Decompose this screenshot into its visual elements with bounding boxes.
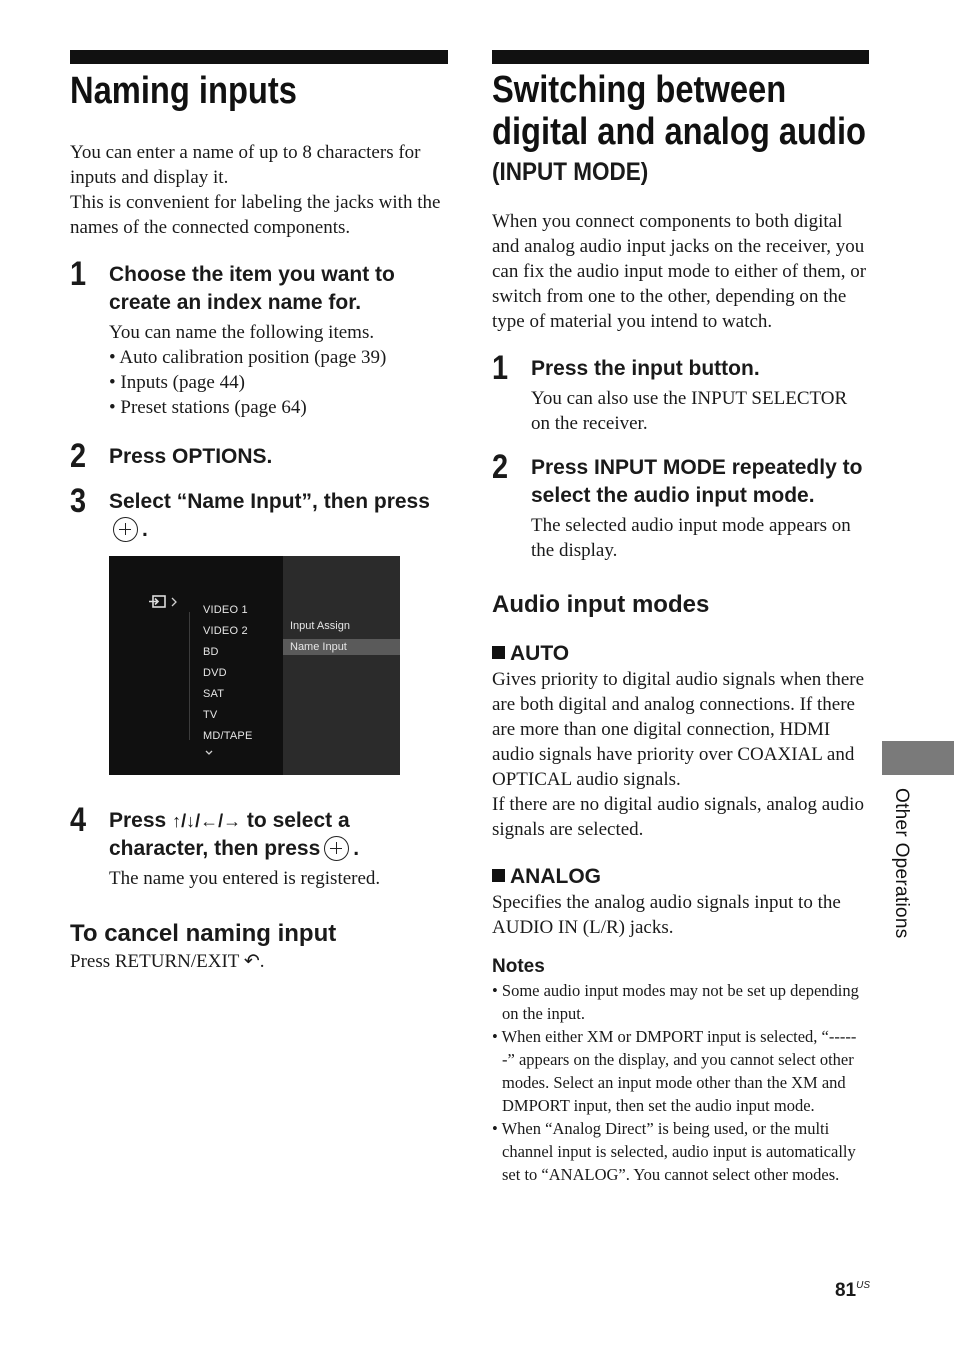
notes-list xyxy=(492,979,869,1186)
enter-button-icon xyxy=(113,517,138,542)
auto-paragraph-1: Gives priority to digital audio signals when there are both digital and analog connections. If there are more than one digital connection, HDMI audio signals have priority over COAXIAL and OPTICAL audio signals. xyxy=(492,669,865,790)
option-input-assign: Input Assign xyxy=(290,620,350,632)
chevron-down-icon xyxy=(205,749,213,757)
step-1 xyxy=(70,255,448,420)
screen-options-panel xyxy=(283,556,400,775)
step-3 xyxy=(70,482,448,775)
mode-heading-text: AUTO xyxy=(510,642,570,665)
list-item: MD/TAPE xyxy=(203,730,253,742)
list-item: DVD xyxy=(203,667,227,679)
chapter-label: Other Operations xyxy=(891,788,912,939)
page-number xyxy=(835,1280,870,1302)
step-body: The name you entered is registered. xyxy=(109,868,381,889)
step-2 xyxy=(70,437,448,475)
note-item: • Some audio input modes may not be set up depending on the input. xyxy=(492,981,859,1023)
cancel-end: . xyxy=(259,951,265,972)
step-number: 3 xyxy=(70,482,87,520)
section-title-switching-audio xyxy=(492,69,867,153)
list-item: VIDEO 2 xyxy=(203,625,248,637)
list-item: • Preset stations (page 64) xyxy=(109,397,307,418)
option-name-input: Name Input xyxy=(283,639,400,655)
cancel-text: Press RETURN/EXIT xyxy=(70,951,240,972)
square-bullet-icon xyxy=(492,869,505,882)
mode-heading-auto xyxy=(492,641,869,667)
step-title-text: Select “Name Input”, then press xyxy=(109,490,430,513)
step-body: You can also use the INPUT SELECTOR on the receiver. xyxy=(531,388,848,434)
list-item: BD xyxy=(203,646,219,658)
input-icon xyxy=(148,594,168,610)
list-item: VIDEO 1 xyxy=(203,604,248,616)
section-subtitle: (INPUT MODE) xyxy=(492,158,649,186)
screen-input-panel xyxy=(109,556,283,775)
section-title-line-2: digital and analog audio xyxy=(492,111,867,153)
analog-paragraph: Specifies the analog audio signals input to the AUDIO IN (L/R) jacks. xyxy=(492,892,841,938)
note-item: • When “Analog Direct” is being used, or the multi channel input is selected, audio input is automatically set to “ANALOG”. You cannot select other modes. xyxy=(492,1119,856,1184)
step-4 xyxy=(70,801,448,891)
list-item: • Auto calibration position (page 39) xyxy=(109,347,387,368)
list-item: • Inputs (page 44) xyxy=(109,372,245,393)
step-title xyxy=(109,488,448,544)
mode-heading-analog xyxy=(492,864,869,890)
square-bullet-icon xyxy=(492,646,505,659)
screen-divider xyxy=(189,612,190,740)
cancel-heading: To cancel naming input xyxy=(70,920,337,947)
step-number: 2 xyxy=(70,437,87,475)
right-column xyxy=(492,50,869,1186)
step-title-text: Press xyxy=(109,809,167,832)
step-title: Press OPTIONS. xyxy=(109,445,273,468)
arrow-keys-icon: ↑/↓/←/→ xyxy=(172,811,242,831)
step-title: Choose the item you want to create an index name for. xyxy=(109,263,395,314)
step-title-end: . xyxy=(353,837,360,860)
return-icon: ↶ xyxy=(243,951,260,972)
auto-paragraph-2: If there are no digital audio signals, analog audio signals are selected. xyxy=(492,794,864,840)
intro-paragraph-2: This is convenient for labeling the jacks with the names of the connected components. xyxy=(70,192,441,238)
screen-input-list xyxy=(203,600,252,747)
section-title-line-1: Switching between xyxy=(492,69,787,111)
list-item: TV xyxy=(203,709,218,721)
intro-paragraph-1: You can enter a name of up to 8 characters for inputs and display it. xyxy=(70,142,421,188)
section-title-naming-inputs: Naming inputs xyxy=(70,70,297,112)
mode-heading-text: ANALOG xyxy=(510,865,601,888)
section-rule xyxy=(492,50,869,64)
page-number-value: 81 xyxy=(834,1280,857,1301)
gui-screenshot xyxy=(109,556,400,775)
step-title: Press the input button. xyxy=(531,357,760,380)
cancel-paragraph xyxy=(70,949,448,974)
step-number: 1 xyxy=(70,255,87,293)
step-number: 1 xyxy=(492,349,509,387)
left-column xyxy=(70,50,448,974)
note-item: • When either XM or DMPORT input is selected, “------” appears on the display, and you cannot select other modes. Select an input mode other than the XM and DMPORT input, then set the audio input mode. xyxy=(492,1027,857,1115)
notes-heading: Notes xyxy=(492,956,545,977)
step-title-text-2: to select a character, then press xyxy=(109,809,350,860)
step-title-end: . xyxy=(142,518,148,541)
step-body xyxy=(109,320,448,420)
enter-button-icon xyxy=(324,836,349,861)
step-2 xyxy=(492,448,869,563)
step-body: The selected audio input mode appears on the display. xyxy=(531,515,851,561)
section-rule xyxy=(70,50,448,64)
page-number-suffix: US xyxy=(856,1280,870,1291)
list-item: SAT xyxy=(203,688,225,700)
audio-modes-heading: Audio input modes xyxy=(492,591,710,618)
step-number: 4 xyxy=(70,801,87,839)
chevron-right-icon xyxy=(171,597,178,607)
step-number: 2 xyxy=(492,448,509,486)
step-title: Press INPUT MODE repeatedly to select the audio input mode. xyxy=(531,456,863,507)
chapter-tab xyxy=(882,741,954,775)
step-title xyxy=(109,807,448,863)
step-1 xyxy=(492,349,869,436)
intro-paragraph: When you connect components to both digital and analog audio input jacks on the receiver, you can fix the audio input mode to either of them, or switch from one to the other, depending on the type of material you intend to watch. xyxy=(492,211,867,332)
step-body-text: You can name the following items. xyxy=(109,322,375,343)
